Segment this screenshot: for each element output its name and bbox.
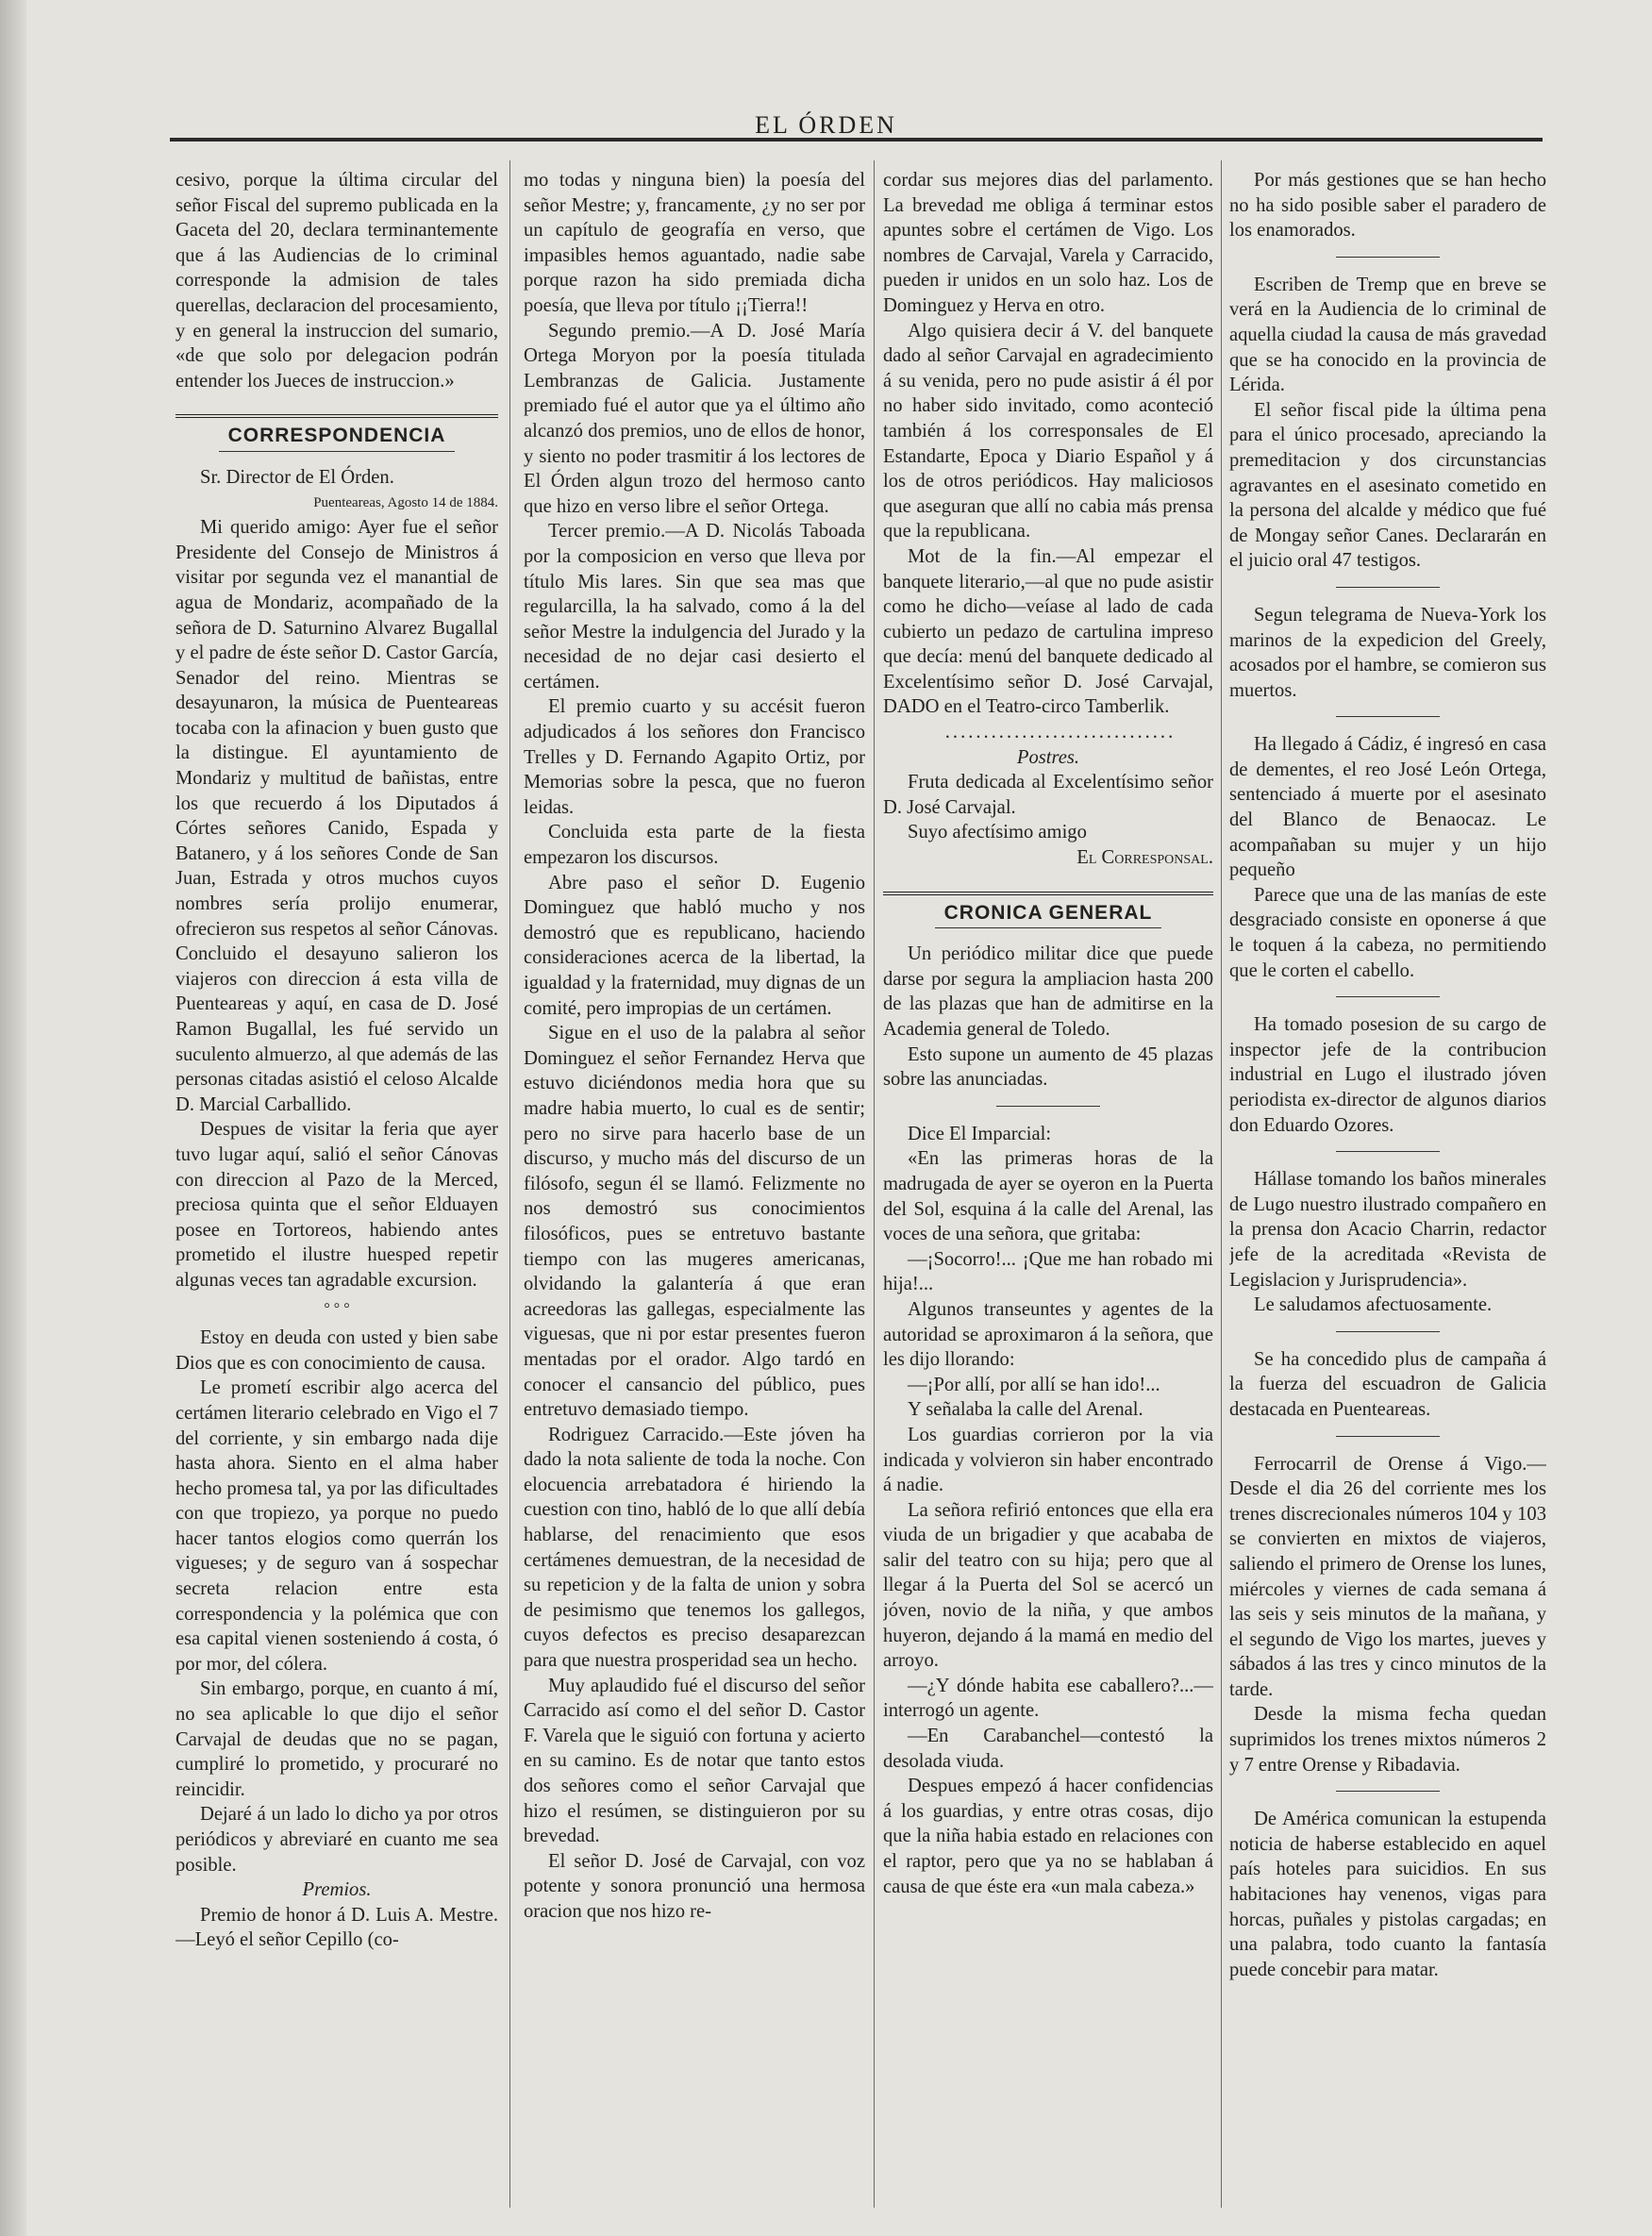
paragraph: De América comunican la estupenda noticia de haberse establecido en aquel país hoteles para suicidios. En sus habitaciones hay venenos, vigas para horcas, puñales y pistolas cargadas; en una palabra, todo cuanto la fantasía puede concebir para matar. (1229, 1809, 1546, 1980)
paragraph: Hállase tomando los baños minerales de Lugo nuestro ilustrado compañero en la prensa don Acacio Charrin, redactor jefe de la acreditada «Revista de Legislacion y Jurisprudencia». (1229, 1169, 1546, 1291)
paragraph: La señora refirió entonces que ella era viuda de un brigadier y que acababa de salir del teatro con su hija; pero que al llegar á la Puerta del Sol se acercó un jóven, novio de la niña, y que ambos huyeron, dejando á la mamá en medio del arroyo. (883, 1499, 1213, 1672)
header-rule (170, 138, 1543, 142)
paragraph: Y señalaba la calle del Arenal. (908, 1399, 1143, 1421)
separator-stars: ° ° ° (324, 1300, 350, 1317)
paragraph: Ha tomado posesion de su cargo de inspector jefe de la contribucion industrial en Lugo el ilustrado jóven periodista ex-director de algunos diarios don Eduardo Ozores. (1229, 1014, 1546, 1136)
column-3 (883, 168, 1213, 2206)
short-rule (1336, 996, 1440, 997)
paragraph: Ferrocarril de Orense á Vigo.—Desde el dia 26 del corriente mes los trenes discrecionales números 104 y 103 se convierten en mixtos de viajeros, saliendo el primero de Orense los lunes, miércoles y viernes de cada semana á las seis y seis minutos de la mañana, y el segundo de Vigo los martes, jueves y sábados á las tres y cinco minutos de la tarde. (1229, 1453, 1546, 1700)
paragraph: Rodriguez Carracido.—Este jóven ha dado la nota saliente de toda la noche. Con elocuencia arrebatadora é hiriendo la cuestion con tino, habló de lo que allí debía hablarse, del renacimiento que esos certámenes demuestran, de la necesidad de su repeticion y de la falta de union y sobra de pesimismo que tenemos los gallegos, cuyos defectos es preciso desaparezcan para que nuestra prosperidad sea un hecho. (524, 1424, 865, 1672)
paragraph: Algunos transeuntes y agentes de la autoridad se aproximaron á la señora, que les dijo llorando: (883, 1298, 1213, 1371)
short-rule (1336, 587, 1440, 588)
paragraph: Algo quisiera decir á V. del banquete dado al señor Carvajal en agradecimiento á su venida, pero no pude asistir á él por no haber sido invitado, como aconteció también á los corresponsales de El Estandarte, Epoca y Diario Español y á los de otros periódicos. Hay maliciosos que aseguran que allí no cabia más prensa que la republicana. (883, 320, 1213, 542)
paragraph: Le saludamos afectuosamente. (1254, 1294, 1493, 1316)
short-rule (1336, 1331, 1440, 1332)
signature: El Corresponsal. (1076, 847, 1213, 869)
paragraph: cordar sus mejores dias del parlamento. La brevedad me obliga á terminar estos apuntes sobre el certámen de Vigo. Los nombres de Carvajal, Varela y Carracido, pueden ir unidos en un solo haz. Los de Dominguez y Herva en otro. (883, 170, 1213, 316)
paragraph: El señor fiscal pide la última pena para el único procesado, apreciando la premeditacion y dos circunstancias agravantes en el asesinato cometido en la persona del alcalde y médico que fué de Mongay señor Canes. Declararán en el juicio oral 47 testigos. (1229, 399, 1546, 572)
paragraph: Sin embargo, porque, en cuanto á mí, no sea aplicable lo que dijo el señor Carvajal de deudas que no se pagan, cumpliré lo prometido, y procuraré no reincidir. (175, 1678, 498, 1800)
paragraph: cesivo, porque la última circular del señor Fiscal del supremo publicada en la Gaceta del 20, declara terminantemente que á las Audiencias de lo criminal corresponde la admision de tales querellas, declaracion del procesamiento, y en general la instruccion del sumario, «de que solo por delegacion podrán entender los Jueces de instruccion.» (175, 170, 498, 392)
short-rule (1336, 1791, 1440, 1792)
dotted-separator: .............................. (944, 722, 1176, 743)
paragraph: Premio de honor á D. Luis A. Mestre.—Leyó el señor Cepillo (co- (175, 1904, 498, 1951)
paragraph: Segun telegrama de Nueva-York los marinos de la expedicion del Greely, acosados por el hambre, se comieron sus muertos. (1229, 604, 1546, 701)
subheading-premios (175, 1877, 498, 1903)
column-1 (175, 168, 498, 2206)
paragraph: Despues de visitar la feria que ayer tuvo lugar aquí, salió el señor Cánovas con direccion al Pazo de la Merced, preciosa quinta que el señor Elduayen posee en Tortoreos, habiendo antes prometido el ilustre huesped repetir algunas veces tan agradable excursion. (175, 1119, 498, 1291)
section-heading-text: CORRESPONDENCIA (219, 424, 456, 452)
page-header-title: EL ÓRDEN (755, 111, 897, 139)
paragraph: Mot de la fin.—Al empezar el banquete literario,—al que no pude asistir como he dicho—veíase al lado de cada cubierto un pedazo de cartulina impreso que decía: menú del banquete dedicado al Excelentísimo señor D. José Carvajal, DADO en el Teatro-circo Tamberlik. (883, 545, 1213, 718)
subheading-text: Postres. (1016, 746, 1080, 768)
column-divider (874, 160, 875, 2208)
subheading-text: Premios. (302, 1879, 372, 1901)
paragraph: Concluida esta parte de la fiesta empezaron los discursos. (524, 822, 865, 869)
paragraph: El señor D. José de Carvajal, con voz potente y sonora pronunció una hermosa oracion que nos hizo re- (524, 1850, 865, 1922)
page-edge-shadow (0, 0, 26, 2236)
paragraph: Escriben de Tremp que en breve se verá en la Audiencia de lo criminal de aquella ciudad la causa de más gravedad que se ha conocido en la provincia de Lérida. (1229, 274, 1546, 396)
short-rule (1336, 1151, 1440, 1152)
salutation: Sr. Director de El Órden. (200, 466, 394, 488)
paragraph: Un periódico militar dice que puede darse por segura la ampliacion hasta 200 de las plazas que han de admitirse en la Academia general de Toledo. (883, 943, 1213, 1040)
paragraph: Suyo afectísimo amigo (908, 822, 1087, 843)
paragraph: «En las primeras horas de la madrugada de ayer se oyeron en la Puerta del Sol, esquina á la calle del Arenal, las voces de una señora, que gritaba: (883, 1148, 1213, 1245)
paragraph: Mi querido amigo: Ayer fue el señor Presidente del Consejo de Ministros á visitar por segunda vez el manantial de agua de Mondariz, acompañado de la señora de D. Saturnino Alvarez Bugallal y el padre de éste señor D. Castor García, Senador del reino. Mientras se desayunaron, la música de Puenteareas tocaba con la afinacion y buen gusto que la distingue. El ayuntamiento de Mondariz y multitud de bañistas, entre los que recuerdo á los Diputados á Córtes señores Canido, Espada y Batanero, y á los señores Conde de San Juan, Estrada y otros muchos cuyos nombres sería prolijo enumerar, ofrecieron sus respetos al señor Cánovas. Concluido el desayuno salieron los viajeros con direccion á esta villa de Puenteareas y aquí, en casa de D. José Ramon Bugallal, les fué servido un suculento almuerzo, al que además de las personas citadas asistió el celoso Alcalde D. Marcial Carballido. (175, 517, 498, 1115)
paragraph: —¡Por allí, por allí se han ido!... (908, 1374, 1160, 1395)
paragraph: Por más gestiones que se han hecho no ha sido posible saber el paradero de los enamorados. (1229, 170, 1546, 242)
paragraph: Dejaré á un lado lo dicho ya por otros periódicos y abreviaré en cuanto me sea posible. (175, 1804, 498, 1876)
section-heading (883, 892, 1213, 929)
paragraph: —¿Y dónde habita ese caballero?...—interrogó un agente. (883, 1675, 1213, 1722)
paragraph: Sigue en el uso de la palabra al señor Dominguez el señor Fernandez Herva que estuvo diciéndonos media hora que su madre habia muerto, lo cual es de sentir; pero no sirve para hacerlo base de un discurso, y mucho más del discurso de un filósofo, segun él se llamó. Felizmente no nos demostró sus conocimientos filosóficos, pues se entretuvo bastante tiempo con las mugeres americanas, olvidando la galantería á que eran acreedoras las gallegas, especialmente las viguesas, que ni por estar presentes fueron mentadas por el orador. Algo tardó en conocer el cansancio del público, pues entretuvo demasiado tiempo. (524, 1023, 865, 1421)
short-rule (1336, 716, 1440, 717)
short-rule (1336, 1436, 1440, 1437)
paragraph: Muy aplaudido fué el discurso del señor Carracido así como el del señor D. Castor F. Varela que le siguió con fortuna y acierto en su camino. Es de notar que tanto estos dos señores como el señor Carvajal que hizo el resúmen, se distinguieron por su brevedad. (524, 1675, 865, 1847)
dateline: Puenteareas, Agosto 14 de 1884. (313, 494, 498, 510)
column-divider (509, 160, 510, 2208)
paragraph: mo todas y ninguna bien) la poesía del señor Mestre; y, francamente, ¿y no ser por un capítulo de geografía en verso, que impasibles hemos aguantado, nadie sabe porque razon ha sido premiada dicha poesía, que lleva por título ¡¡Tierra!! (524, 170, 865, 316)
paragraph: Abre paso el señor D. Eugenio Dominguez que habló mucho y nos demostró que es republicano, haciendo consideraciones acerca de la libertad, la igualdad y la fraternidad, muy dignas de un comité, pero impropias de un certámen. (524, 872, 865, 1019)
column-2 (524, 168, 865, 2206)
column-divider (1221, 160, 1222, 2208)
section-heading (175, 414, 498, 452)
paragraph: —¡Socorro!... ¡Que me han robado mi hija!... (883, 1248, 1213, 1295)
paragraph: Dice El Imparcial: (908, 1123, 1052, 1144)
paragraph: Fruta dedicada al Excelentísimo señor D. José Carvajal. (883, 772, 1213, 818)
column-4 (1229, 168, 1546, 2206)
paragraph: Ha llegado á Cádiz, é ingresó en casa de dementes, el reo José León Ortega, sentenciado á muerte por el asesinato del Blanco de Benaocaz. Le acompañaban su mujer y un hijo pequeño (1229, 734, 1546, 881)
paragraph: Estoy en deuda con usted y bien sabe Dios que es con conocimiento de causa. (175, 1327, 498, 1374)
paragraph: Tercer premio.—A D. Nicolás Taboada por la composicion en verso que lleva por título Mis lares. Sin que sea mas que regularcilla, la ha salvado, como á la del señor Mestre la indulgencia del Jurado y la necesidad de no dejar casi desierto el certámen. (524, 521, 865, 692)
paragraph: Se ha concedido plus de campaña á la fuerza del escuadron de Galicia destacada en Puenteareas. (1229, 1348, 1546, 1420)
paragraph: Los guardias corrieron por la via indicada y volvieron sin haber encontrado á nadie. (883, 1424, 1213, 1496)
paragraph: El premio cuarto y su accésit fueron adjudicados á los señores don Francisco Trelles y D. Fernando Agapito Ortiz, por Memorias sobre la pesca, que no fueron leidas. (524, 696, 865, 818)
short-rule (996, 1106, 1100, 1107)
paragraph: Parece que una de las manías de este desgraciado consiste en oponerse á que le toquen á la cabeza, no permitiendo que le corten el cabello. (1229, 884, 1546, 981)
section-heading-text: CRONICA GENERAL (935, 901, 1162, 929)
paragraph: Segundo premio.—A D. José María Ortega Moryon por la poesía titulada Lembranzas de Galicia. Justamente premiado fué el autor que ya el último año alcanzó dos premios, uno de ellos de honor, y siento no poder trasmitir á los lectores de El Órden algun trozo del hermoso canto que hizo en verso libre el señor Ortega. (524, 320, 865, 517)
short-rule (1336, 257, 1440, 258)
paragraph: Le prometí escribir algo acerca del certámen literario celebrado en Vigo el 7 del corriente, y sin embargo nada dije hasta ahora. Siento en el alma haber hecho promesa tal, ya por las dificultades con que tropiezo, ya porque no puedo hacer tantos elogios como querrán los vigueses; y de seguro van á sospechar secreta relacion entre esta correspondencia y la polémica que con esa capital vienen sosteniendo á costa, ó por mor, del cólera. (175, 1377, 498, 1675)
paragraph: Esto supone un aumento de 45 plazas sobre las anunciadas. (883, 1043, 1213, 1091)
subheading-postres (883, 745, 1213, 771)
paragraph: Desde la misma fecha quedan suprimidos los trenes mixtos números 2 y 7 entre Orense y Ribadavia. (1229, 1704, 1546, 1776)
paragraph: Despues empezó á hacer confidencias á los guardias, y entre otras cosas, dijo que la niña habia estado en relaciones con el raptor, pero que ya no se hablaban á causa de que éste era «un mala cabeza.» (883, 1776, 1213, 1897)
paragraph: —En Carabanchel—contestó la desolada viuda. (883, 1726, 1213, 1772)
